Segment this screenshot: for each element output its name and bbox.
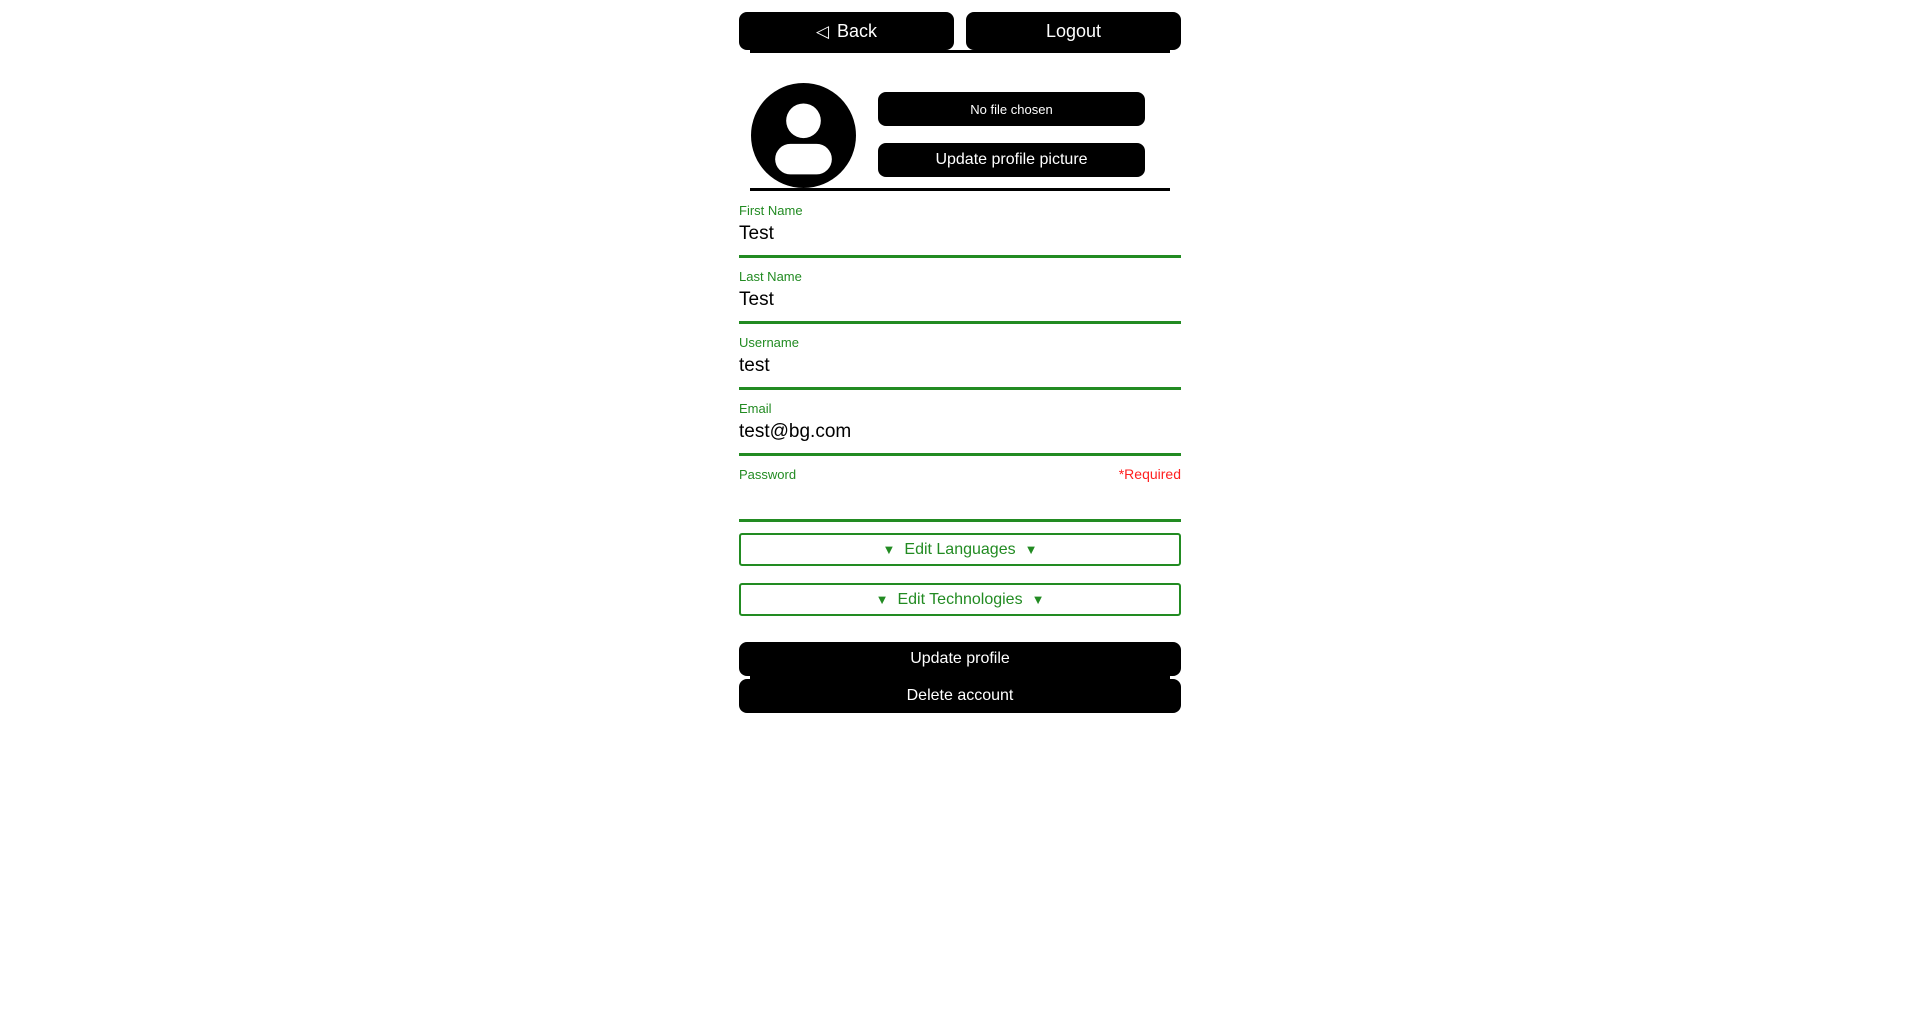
- update-profile-picture-button[interactable]: [878, 143, 1145, 177]
- back-triangle-icon: ◁: [815, 21, 830, 41]
- logout-button-label: Logout: [1045, 20, 1102, 41]
- edit-technologies-button[interactable]: [739, 583, 1181, 616]
- back-button[interactable]: [739, 12, 954, 50]
- person-avatar-icon: [751, 83, 856, 188]
- delete-account-label: Delete account: [906, 687, 1014, 704]
- last-name-input[interactable]: [739, 284, 1181, 324]
- profile-edit-page: [739, 0, 1181, 713]
- triangle-down-icon: ▼: [882, 542, 896, 557]
- last-name-label: Last Name: [739, 269, 802, 284]
- password-field: [739, 467, 1181, 522]
- edit-languages-label: Edit Languages: [904, 540, 1016, 558]
- update-profile-button[interactable]: [739, 642, 1181, 676]
- triangle-down-icon: ▼: [1031, 592, 1045, 607]
- triangle-down-icon: ▼: [875, 592, 889, 607]
- profile-picture-section: [739, 83, 1181, 188]
- username-field: [739, 335, 1181, 390]
- last-name-field: [739, 269, 1181, 324]
- delete-account-button[interactable]: [739, 679, 1181, 713]
- password-input[interactable]: [739, 482, 1181, 522]
- update-profile-label: Update profile: [910, 650, 1010, 667]
- back-button-label: Back: [837, 20, 878, 41]
- toolbar: [739, 12, 1181, 50]
- divider-top: [750, 50, 1170, 53]
- triangle-down-icon: ▼: [1024, 542, 1038, 557]
- email-label: Email: [739, 401, 772, 416]
- username-input[interactable]: [739, 350, 1181, 390]
- first-name-input[interactable]: [739, 218, 1181, 258]
- first-name-label: First Name: [739, 203, 803, 218]
- logout-button[interactable]: [966, 12, 1181, 50]
- file-input-status: No file chosen: [970, 101, 1053, 117]
- edit-technologies-label: Edit Technologies: [897, 590, 1023, 608]
- file-input-button[interactable]: [878, 92, 1145, 126]
- picture-buttons: [878, 83, 1145, 177]
- password-required-note: *Required: [1118, 466, 1181, 482]
- first-name-field: [739, 203, 1181, 258]
- update-profile-picture-label: Update profile picture: [935, 151, 1088, 168]
- password-label: Password: [739, 467, 797, 482]
- email-field: [739, 401, 1181, 456]
- edit-languages-button[interactable]: [739, 533, 1181, 566]
- divider-middle: [750, 188, 1170, 191]
- profile-form: [739, 203, 1181, 676]
- email-input[interactable]: [739, 416, 1181, 456]
- username-label: Username: [739, 335, 799, 350]
